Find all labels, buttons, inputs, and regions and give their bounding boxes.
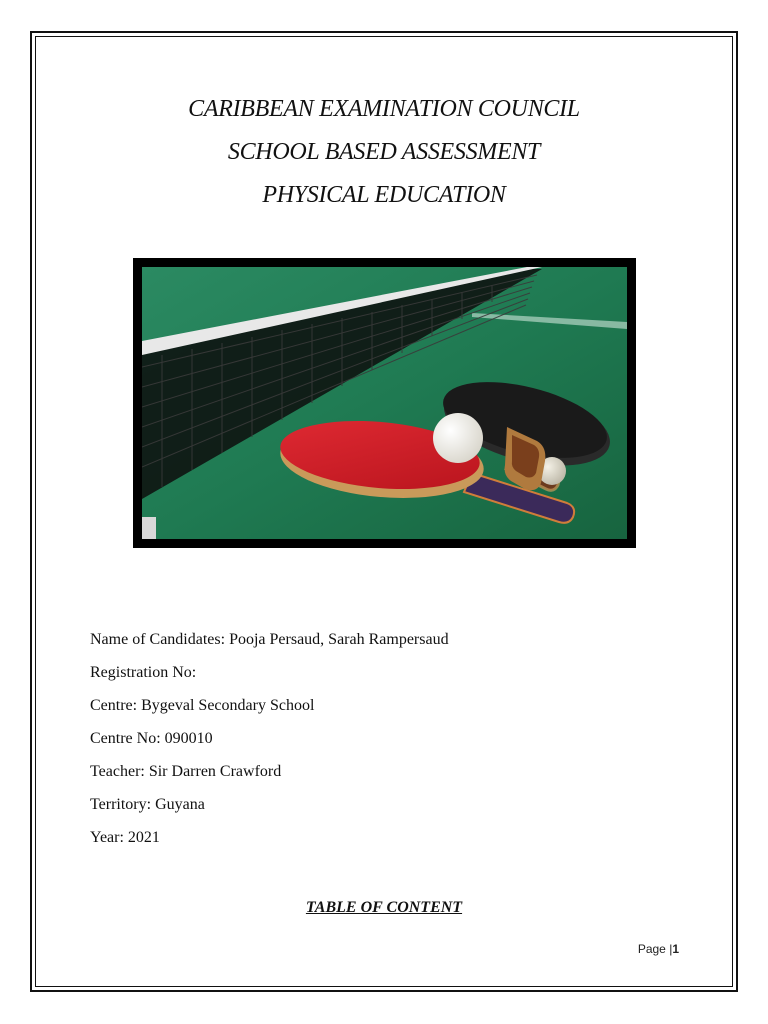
centre-no-line: Centre No: 090010 — [90, 730, 213, 747]
page-label: Page — [637, 942, 666, 956]
teacher-line: Teacher: Sir Darren Crawford — [90, 763, 282, 780]
registration-line: Registration No: — [90, 664, 197, 681]
ball-front — [433, 413, 483, 463]
title-line-council: CARIBBEAN EXAMINATION COUNCIL — [188, 96, 580, 122]
net-post — [142, 517, 156, 539]
page-number: 1 — [672, 942, 679, 956]
title-line-assessment: SCHOOL BASED ASSESSMENT — [227, 139, 541, 165]
page-separator: | — [669, 942, 673, 956]
centre-line: Centre: Bygeval Secondary School — [90, 697, 315, 714]
candidates-name-line: Name of Candidates: Pooja Persaud, Sarah Rampersaud — [90, 631, 449, 648]
candidate-details — [90, 628, 449, 859]
year-line: Year: 2021 — [90, 829, 160, 846]
page-footer — [638, 942, 679, 956]
table-of-content-heading: TABLE OF CONTENT — [305, 899, 463, 916]
table-tennis-illustration — [142, 267, 627, 539]
title-block — [0, 88, 768, 217]
territory-line: Territory: Guyana — [90, 796, 205, 813]
cover-photo — [133, 258, 636, 548]
title-line-subject: PHYSICAL EDUCATION — [262, 182, 506, 208]
